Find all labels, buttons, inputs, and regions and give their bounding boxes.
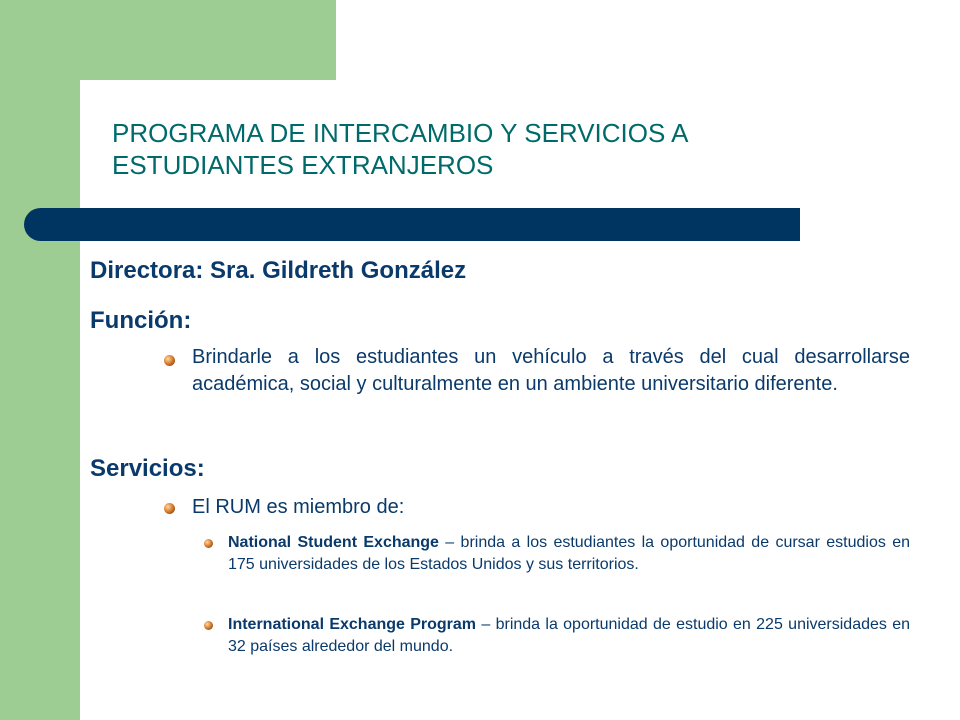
green-top-band (0, 0, 336, 80)
funcion-text: Brindarle a los estudiantes un vehículo a través del cual desarrollarse académica, social y culturalmente en un ambiente universitario diferente. (192, 346, 910, 395)
director-line: Directora: Sra. Gildreth González (90, 257, 467, 284)
title-divider-bar (24, 208, 800, 241)
bullet-icon (164, 355, 175, 366)
servicios-heading: Servicios: (90, 455, 205, 482)
program-item-nse (228, 532, 910, 576)
program-name: National Student Exchange (228, 534, 439, 551)
green-sidebar (0, 0, 80, 720)
program-item-iep (228, 614, 910, 658)
bullet-icon (164, 503, 175, 514)
servicios-intro: El RUM es miembro de: (192, 496, 405, 518)
funcion-heading: Función: (90, 307, 192, 334)
bullet-icon (204, 621, 213, 630)
program-description: – brinda a los estudiantes la oportunidad de cursar estudios en 175 universidades de los Estados Unidos y sus territorios. (228, 534, 910, 573)
program-description: – brinda la oportunidad de estudio en 225 universidades en 32 países alrededor del mundo. (228, 616, 911, 655)
bullet-icon (204, 539, 213, 548)
slide-title: PROGRAMA DE INTERCAMBIO Y SERVICIOS A ESTUDIANTES EXTRANJEROS (112, 118, 688, 180)
program-name: International Exchange Program (228, 616, 477, 633)
